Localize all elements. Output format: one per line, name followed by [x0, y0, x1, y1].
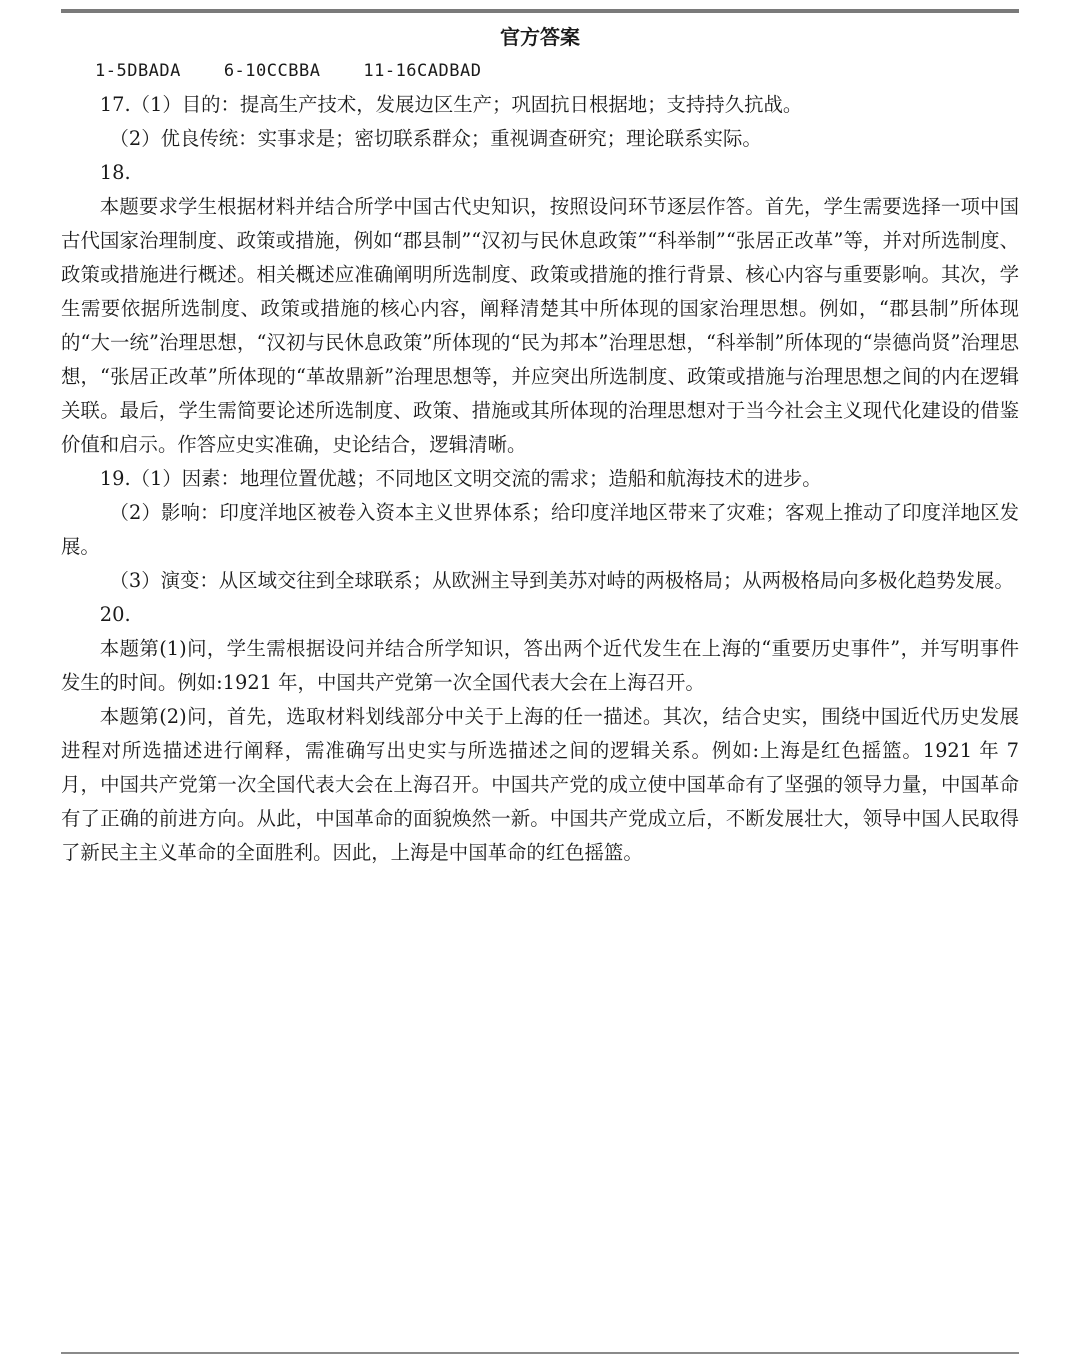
bottom-rule — [61, 1352, 1019, 1354]
q17-part2: （2）优良传统：实事求是；密切联系群众；重视调查研究；理论联系实际。 — [109, 127, 762, 150]
q18-body: 本题要求学生根据材料并结合所学中国古代史知识，按照设问环节逐层作答。首先，学生需要选择一项中国古代国家治理制度、政策或措施，例如“郡县制”“汉初与民休息政策”“科举制”“张居正改革”等，并对所选制度、政策或措施进行概述。相关概述应准确阐明所选制度、政策或措施的推行背景、核心内容与重要影响。其次，学生需要依据所选制度、政策或措施的核心内容，阐释清楚其中所体现的国家治理思想。例如，“郡县制”所体现的“大一统”治理思想，“汉初与民休息政策”所体现的“民为邦本”治理思想，“科举制”所体现的“崇德尚贤”治理思想，“张居正改革”所体现的“革故鼎新”治理思想等，并应突出所选制度、政策或措施与治理思想之间的内在逻辑关联。最后，学生需简要论述所选制度、政策、措施或其所体现的治理思想对于当今社会主义现代化建设的借鉴价值和启示。作答应史实准确，史论结合，逻辑清晰。 — [61, 195, 1019, 456]
top-rule — [61, 9, 1019, 13]
page-title: 官方答案 — [500, 25, 580, 49]
q20-number: 20. — [99, 603, 131, 626]
q17-part1: 17.（1）目的：提高生产技术，发展边区生产；巩固抗日根据地；支持持久抗战。 — [99, 93, 803, 116]
q20-para2: 本题第(2)问，首先，选取材料划线部分中关于上海的任一描述。其次，结合史实，围绕中国近代历史发展进程对所选描述进行阐释，需准确写出史实与所选描述之间的逻辑关系。例如:上海是红色摇篮。1921 年 7 月，中国共产党第一次全国代表大会在上海召开。中国共产党的成立使中国革命有了坚强的领导力量，中国革命有了正确的前进方向。从此，中国革命的面貌焕然一新。中国共产党成立后，不断发展壮大，领导中国人民取得了新民主主义革命的全面胜利。因此，上海是中国革命的红色摇篮。 — [61, 705, 1019, 864]
q19-part2: （2）影响：印度洋地区被卷入资本主义世界体系；给印度洋地区带来了灾难；客观上推动了印度洋地区发展。 — [61, 501, 1019, 558]
answer-sheet — [61, 22, 1019, 870]
q19-part3: （3）演变：从区域交往到全球联系；从欧洲主导到美苏对峙的两极格局；从两极格局向多极化趋势发展。 — [109, 569, 1014, 592]
q20-para1: 本题第(1)问，学生需根据设问并结合所学知识，答出两个近代发生在上海的“重要历史事件”，并写明事件发生的时间。例如:1921 年，中国共产党第一次全国代表大会在上海召开。 — [61, 637, 1019, 694]
choice-answers: 1-5DBADA 6-10CCBBA 11-16CADBAD — [95, 61, 482, 81]
q18-number: 18. — [99, 161, 131, 184]
q19-part1: 19.（1）因素：地理位置优越；不同地区文明交流的需求；造船和航海技术的进步。 — [99, 467, 822, 490]
